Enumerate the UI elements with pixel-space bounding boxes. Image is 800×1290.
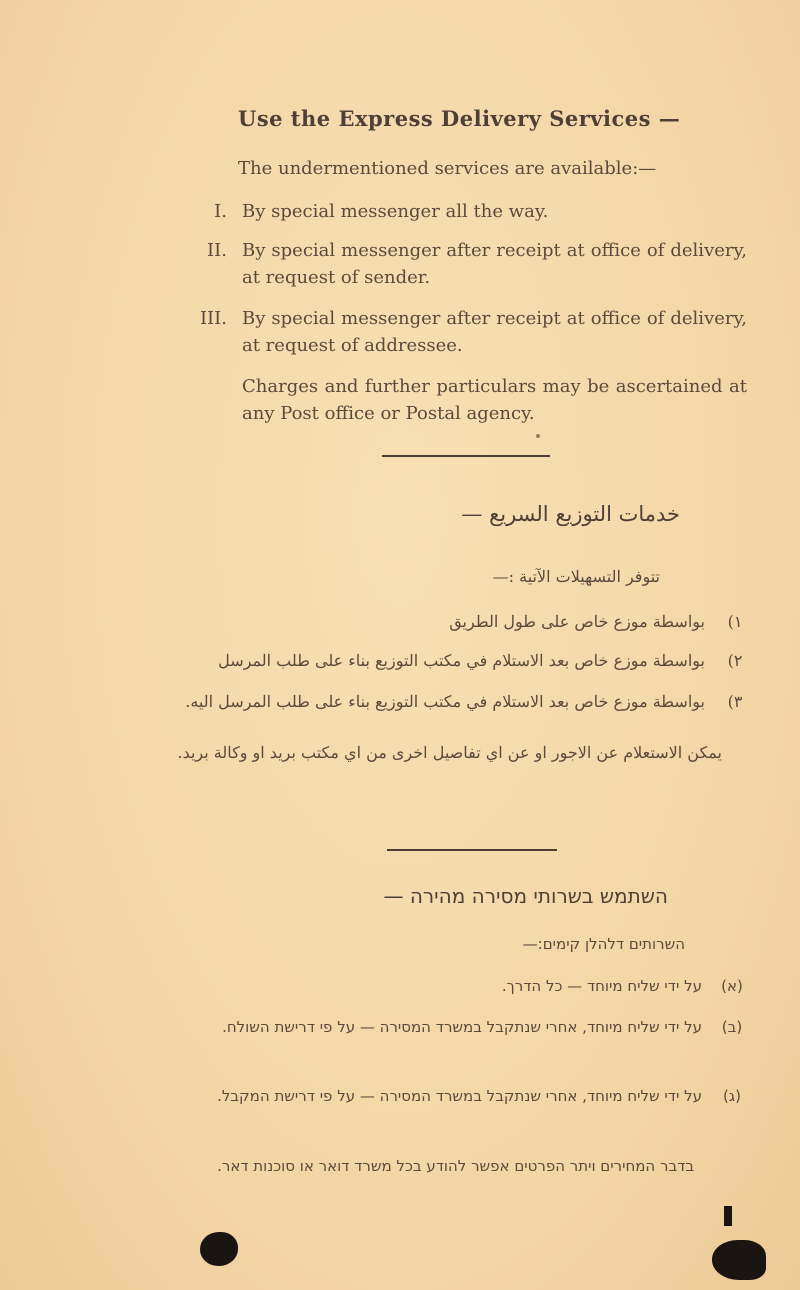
- english-item-text: By special messenger all the way.: [242, 201, 549, 222]
- english-charges-note: Charges and further particulars may be ascertained at any Post office or Postal agency.: [242, 376, 747, 424]
- hebrew-intro: השרותים דלהלן קימים:—: [522, 935, 685, 953]
- arabic-item-1: [135, 608, 755, 638]
- hebrew-item-2: [132, 1013, 752, 1071]
- hebrew-item-number: (ב): [721, 1018, 743, 1036]
- english-item-3: [180, 305, 750, 359]
- arabic-item-text: بواسطة موزع خاص بعد الاستلام في مكتب التوزيع بناء على طلب المرسل اليه.: [185, 692, 705, 711]
- english-item-1: [180, 198, 750, 225]
- hebrew-item-3: [132, 1082, 752, 1140]
- english-title: Use the Express Delivery Services —: [238, 106, 681, 131]
- arabic-item-2: [135, 647, 755, 677]
- ink-blot-mark: [712, 1240, 766, 1280]
- section-divider: [387, 849, 557, 851]
- hebrew-item-number: (א): [721, 977, 743, 995]
- english-intro: The undermentioned services are available:—: [238, 158, 657, 179]
- arabic-item-number: ٢): [727, 651, 743, 670]
- english-item-number: I.: [214, 201, 227, 222]
- arabic-intro: تتوفر التسهيلات الآتية :—: [492, 567, 660, 586]
- ink-blot-mark: [200, 1232, 238, 1266]
- hebrew-item-text: על ידי שליח מיוחד, אחרי שנתקבל במשרד המסירה — על פי דרישת המקבל.: [217, 1087, 702, 1105]
- arabic-item-number: ١): [727, 612, 743, 631]
- english-item-text: By special messenger after receipt at office of delivery, at request of addressee.: [242, 308, 747, 356]
- arabic-title: خدمات التوزيع السريع —: [461, 502, 680, 526]
- english-item-number: II.: [207, 240, 227, 261]
- hebrew-item-text: על ידי שליח מיוחד — כל הדרך.: [501, 977, 702, 995]
- hebrew-item-1: [132, 972, 752, 1002]
- hebrew-charges-note: בדבר המחירים ויתר הפרטים אפשר להודע בכל משרד דואר או סוכנות דאר.: [217, 1157, 694, 1175]
- hebrew-title: השתמש בשרותי מסירה מהירה —: [383, 884, 668, 908]
- ink-stroke-mark: [724, 1206, 732, 1226]
- arabic-item-number: ٣): [727, 692, 743, 711]
- ink-speck: [536, 434, 540, 438]
- english-item-2: [180, 237, 750, 291]
- hebrew-item-text: על ידי שליח מיוחד, אחרי שנתקבל במשרד המסירה — על פי דרישת השולח.: [222, 1018, 702, 1036]
- arabic-item-text: بواسطة موزع خاص على طول الطريق: [449, 612, 705, 631]
- english-item-number: III.: [199, 308, 227, 329]
- english-item-text: By special messenger after receipt at office of delivery, at request of sender.: [242, 240, 747, 288]
- section-divider: [382, 455, 550, 457]
- arabic-charges-note: يمكن الاستعلام عن الاجور او عن اي تفاصيل اخرى من اي مكتب بريد او وكالة بريد.: [177, 743, 722, 762]
- hebrew-item-number: (ג): [723, 1087, 741, 1105]
- arabic-item-text: بواسطة موزع خاص بعد الاستلام في مكتب التوزيع بناء على طلب المرسل: [218, 651, 705, 670]
